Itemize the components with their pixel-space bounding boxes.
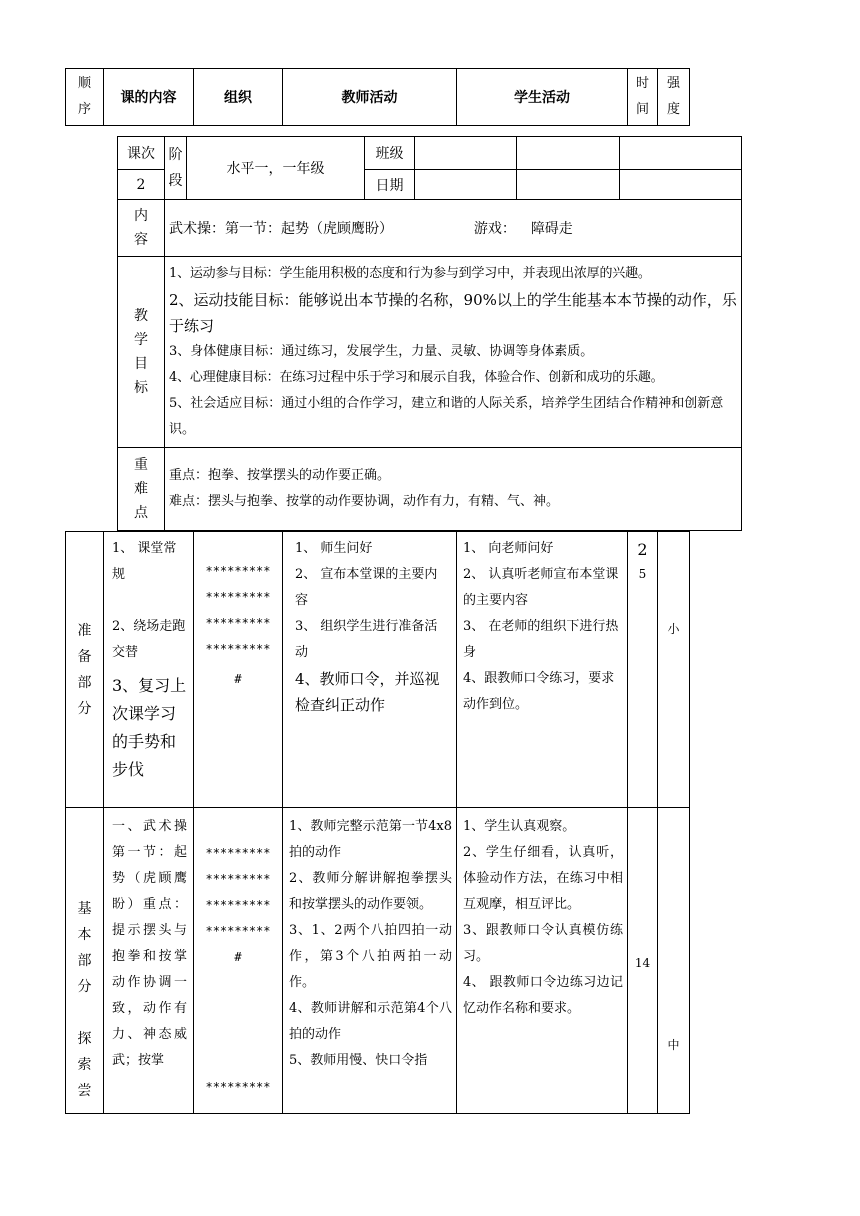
- date-value-2: [517, 170, 620, 200]
- difficult-point: 难点：摆头与抱拳、按掌的动作要协调，动作有力，有精、气、神。: [169, 494, 560, 509]
- prep-intensity: 小: [658, 532, 690, 808]
- header-intensity: 强 度: [658, 69, 690, 126]
- header-order: 顺 序: [66, 69, 104, 126]
- lesson-label: 课次: [118, 137, 165, 170]
- objective-4: 4、心理健康目标：在练习过程中乐于学习和展示自我，体验合作、创新和成功的乐趣。: [169, 370, 664, 385]
- basic-intensity: 中: [658, 808, 690, 1114]
- prep-content: [104, 532, 194, 808]
- header-student: 学生活动: [457, 69, 628, 126]
- objective-5: 5、社会适应目标：通过小组的合作学习，建立和谐的人际关系，培养学生团结合作精神和创新意识。: [169, 396, 724, 437]
- prep-org-row-3: *********: [205, 616, 271, 630]
- prep-time-1: 2: [637, 540, 648, 559]
- basic-student-1: 1、学生认真观察。: [463, 819, 576, 834]
- basic-label: 基 本 部 分 探 索 尝: [66, 808, 104, 1114]
- basic-org-marker: #: [234, 950, 242, 964]
- prep-student-4: 4、跟教师口令练习，要求动作到位。: [463, 671, 615, 712]
- prep-teacher-4: 4、教师口令，并巡视检查纠正动作: [295, 670, 440, 714]
- objective-1: 1、运动参与目标：学生能用积极的态度和行为参与到学习中，并表现出浓厚的兴趣。: [169, 266, 651, 281]
- date-value-1: [415, 170, 517, 200]
- basic-student: [457, 808, 628, 1114]
- game-label: 游戏：: [473, 221, 516, 237]
- content-cell: [165, 200, 742, 257]
- objective-2: 2、运动技能目标：能够说出本节操的名称，90%以上的学生能基本本节操的动作，乐于练习: [169, 291, 737, 335]
- prep-org-marker: #: [234, 672, 242, 686]
- prep-content-1: 1、 课堂常规: [112, 541, 177, 582]
- prep-content-2: 2、绕场走跑交替: [112, 619, 186, 660]
- class-value-3: [620, 137, 742, 170]
- stage-value: 水平一，一年级: [187, 137, 365, 200]
- game-text: 障碍走: [530, 221, 573, 237]
- content-text: 武术操：第一节：起势（虎顾鹰盼）: [169, 221, 393, 237]
- basic-teacher-4: 4、教师讲解和示范第4个八拍的动作: [289, 1001, 452, 1042]
- lesson-number: 2: [118, 170, 165, 200]
- keypoints-label: 重 难 点: [118, 448, 165, 531]
- basic-teacher-1: 1、教师完整示范第一节4x8拍的动作: [289, 819, 452, 860]
- header-content: 课的内容: [104, 69, 194, 126]
- prep-org: [194, 532, 283, 808]
- prep-org-row-2: *********: [205, 590, 271, 604]
- stage-label: 阶 段: [165, 137, 187, 200]
- prep-time: [628, 532, 658, 808]
- prep-student-1: 1、 向老师问好: [463, 541, 554, 556]
- header-organization: 组织: [194, 69, 283, 126]
- basic-org: [194, 808, 283, 1114]
- basic-org-row-3: *********: [205, 898, 271, 912]
- basic-org-row-5: *********: [205, 1080, 271, 1094]
- header-table: [65, 68, 690, 126]
- prep-student-3: 3、 在老师的组织下进行热身: [463, 619, 619, 660]
- prep-org-row-4: *********: [205, 642, 271, 656]
- basic-student-2: 2、学生仔细看，认真听，体验动作方法，在练习中相互观摩，相互评比。: [463, 845, 623, 912]
- prep-student-2: 2、 认真听老师宣布本堂课的主要内容: [463, 567, 619, 608]
- prep-teacher: [283, 532, 457, 808]
- date-value-3: [620, 170, 742, 200]
- class-value-1: [415, 137, 517, 170]
- basic-time: 14: [628, 808, 658, 1114]
- basic-teacher: [283, 808, 457, 1114]
- basic-org-row-2: *********: [205, 872, 271, 886]
- basic-org-row-1: *********: [205, 846, 271, 860]
- objectives-label: 教 学 目 标: [118, 257, 165, 448]
- prep-student: [457, 532, 628, 808]
- class-value-2: [517, 137, 620, 170]
- lesson-body-table: [65, 531, 690, 1114]
- basic-org-row-4: *********: [205, 924, 271, 938]
- objective-3: 3、身体健康目标：通过练习，发展学生，力量、灵敏、协调等身体素质。: [169, 344, 594, 359]
- content-label: 内 容: [118, 200, 165, 257]
- prep-time-2: 5: [638, 567, 647, 581]
- prep-teacher-1: 1、 师生问好: [295, 541, 373, 556]
- basic-student-4: 4、 跟教师口令边练习边记忆动作名称和要求。: [463, 975, 623, 1016]
- basic-student-3: 3、跟教师口令认真模仿练习。: [463, 923, 623, 964]
- date-label: 日期: [365, 170, 415, 200]
- lesson-info-table: [117, 136, 742, 531]
- objectives-cell: [165, 257, 742, 448]
- class-label: 班级: [365, 137, 415, 170]
- header-teacher: 教师活动: [283, 69, 457, 126]
- keypoints-cell: [165, 448, 742, 531]
- basic-teacher-3: 3、1、2两个八拍四拍一动作，第3个八拍两拍一动作。: [289, 923, 452, 990]
- prep-org-row-1: *********: [205, 564, 271, 578]
- basic-teacher-5: 5、教师用慢、快口令指: [289, 1053, 428, 1068]
- prep-teacher-3: 3、 组织学生进行准备活动: [295, 619, 438, 660]
- prep-content-3: 3、复习上次课学习的手势和步伐: [112, 676, 187, 779]
- basic-teacher-2: 2、教师分解讲解抱拳摆头和按掌摆头的动作要领。: [289, 871, 452, 912]
- prep-teacher-2: 2、 宣布本堂课的主要内容: [295, 567, 438, 608]
- header-time: 时 间: [628, 69, 658, 126]
- key-point: 重点：抱拳、按掌摆头的动作要正确。: [169, 468, 391, 483]
- basic-content: 一、武术操第一节：起势（虎顾鹰盼）重点：提示摆头与抱拳和按掌动作协调一致，动作有力、神态威武；按掌: [104, 808, 194, 1114]
- prep-label: 准 备 部 分: [66, 532, 104, 808]
